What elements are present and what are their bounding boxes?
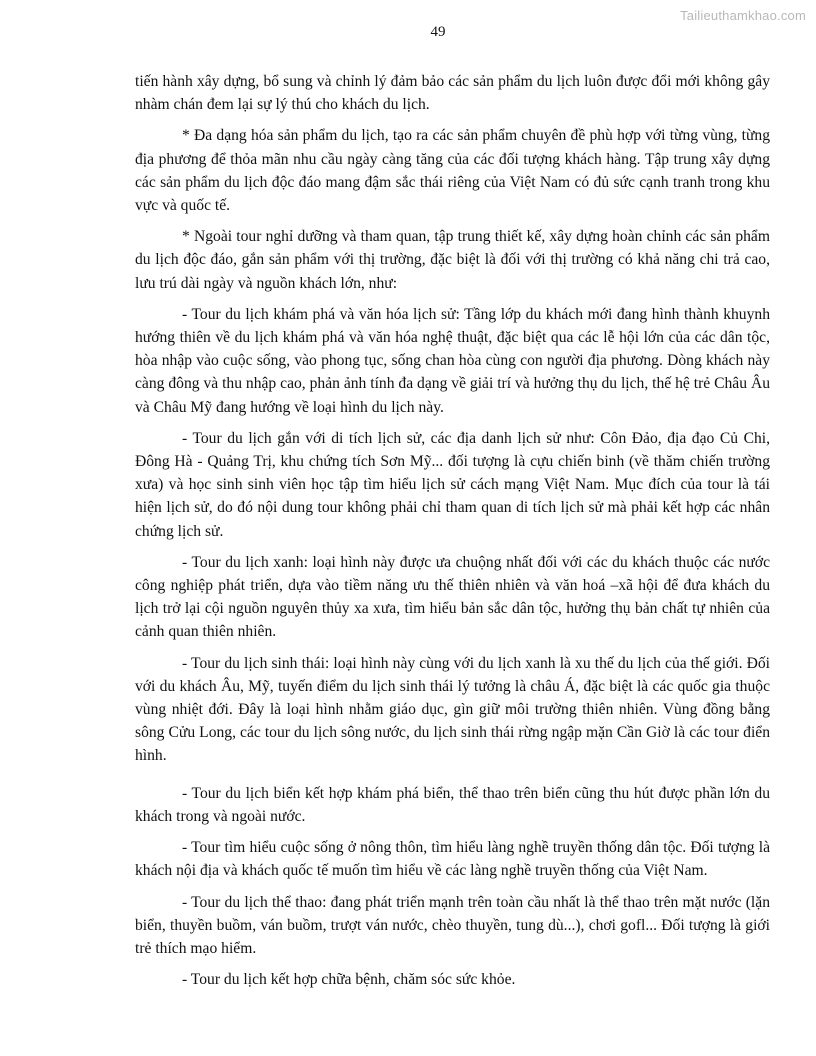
paragraph-eco-tour: - Tour du lịch sinh thái: loại hình này cùng với du lịch xanh là xu thế du lịch của thế giới. Đối với du khách Âu, Mỹ, tuyến điểm du lịch sinh thái lý tưởng là châu Á, đặc biệt là các quốc gia thuộc vùng nhiệt đới. Đây là loại hình nhằm giáo dục, gìn giữ môi trường thiên nhiên. Vùng đồng bằng sông Cửu Long, các tour du lịch sông nước, du lịch sinh thái rừng ngập mặn Cần Giờ là các tour điển hình. [135, 654, 770, 765]
paragraph-continuation: tiến hành xây dựng, bổ sung và chỉnh lý đảm bảo các sản phẩm du lịch luôn được đổi mới không gây nhàm chán đem lại sự lý thú cho khách du lịch. [135, 73, 770, 114]
page-number: 49 [430, 24, 446, 40]
paragraph-discovery-culture-tour: - Tour du lịch khám phá và văn hóa lịch sử: Tầng lớp du khách mới đang hình thành khuynh hướng thiên về du lịch khám phá và văn hóa nghệ thuật, đặc biệt qua các lễ hội lớn của các dân tộc, hòa nhập vào cuộc sống, vào phong tục, sống chan hòa cùng con người địa phương. Dòng khách này càng đông và thu nhập cao, phản ảnh tính đa dạng về giải trí và hưởng thụ du lịch, thế hệ trẻ Châu Âu và Châu Mỹ đang hướng về loại hình du lịch này. [135, 305, 770, 416]
paragraph-sports-tour: - Tour du lịch thể thao: đang phát triển mạnh trên toàn cầu nhất là thể thao trên mặt nước (lặn biển, thuyền buồm, ván buồm, trượt ván nước, chèo thuyền, tung dù...), chơi gofl... Đối tượng là giới trẻ thích mạo hiểm. [135, 893, 770, 957]
paragraph-historical-sites-tour: - Tour du lịch gắn với di tích lịch sử, các địa danh lịch sử như: Côn Đảo, địa đạo Củ Chi, Đông Hà - Quảng Trị, khu chứng tích Sơn Mỹ... đối tượng là cựu chiến binh (về thăm chiến trường xưa) và học sinh sinh viên học tập tìm hiểu lịch sử cách mạng Việt Nam. Mục đích của tour là tái hiện lịch sử, do đó nội dung tour không phải chỉ tham quan di tích lịch sử mà phải kết hợp các nhân chứng lịch sử. [135, 429, 770, 540]
paragraph-sea-tour: - Tour du lịch biển kết hợp khám phá biển, thể thao trên biển cũng thu hút được phần lớn du khách trong và ngoài nước. [135, 784, 770, 825]
paragraph-beyond-resort-tours: * Ngoài tour nghỉ dưỡng và tham quan, tập trung thiết kế, xây dựng hoàn chỉnh các sản phẩm du lịch độc đáo, gắn sản phẩm với thị trường, đặc biệt là đối với thị trường có khả năng chi trả cao, lưu trú dài ngày và nguồn khách lớn, như: [135, 228, 770, 292]
paragraph-rural-life-tour: - Tour tìm hiểu cuộc sống ở nông thôn, tìm hiểu làng nghề truyền thống dân tộc. Đối tượng là khách nội địa và khách quốc tế muốn tìm hiểu về các làng nghề truyền thống của Việt Nam. [135, 839, 770, 880]
document-body [135, 70, 770, 999]
watermark-text: Tailieuthamkhao.com [680, 8, 806, 23]
paragraph-health-tour: - Tour du lịch kết hợp chữa bệnh, chăm sóc sức khỏe. [182, 971, 516, 989]
paragraph-green-tour: - Tour du lịch xanh: loại hình này được ưa chuộng nhất đối với các du khách thuộc các nước công nghiệp phát triển, dựa vào tiềm năng ưu thế thiên nhiên và văn hoá –xã hội để đưa khách du lịch trở lại cội nguồn nguyên thủy xa xưa, tìm hiểu bản sắc dân tộc, hưởng thụ bản chất tự nhiên của cảnh quan thiên nhiên. [135, 553, 770, 641]
paragraph-diversify-products: * Đa dạng hóa sản phẩm du lịch, tạo ra các sản phẩm chuyên đề phù hợp với từng vùng, từng địa phương để thỏa mãn nhu cầu ngày càng tăng của các đối tượng khách hàng. Tập trung xây dựng các sản phẩm du lịch độc đáo mang đậm sắc thái riêng của Việt Nam có đủ sức cạnh tranh trong khu vực và quốc tế. [135, 127, 770, 215]
